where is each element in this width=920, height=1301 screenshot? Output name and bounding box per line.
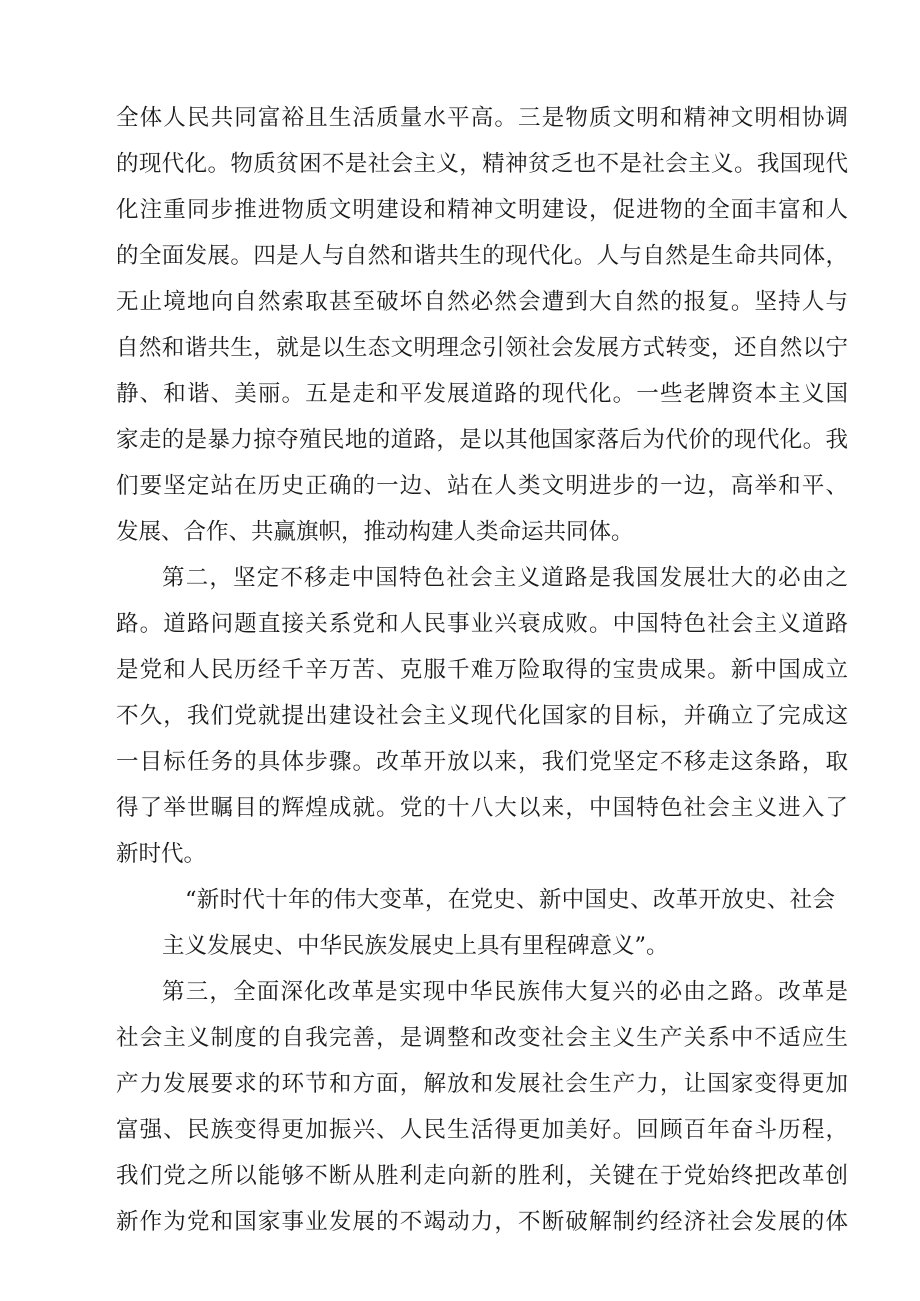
text-line: 静、和谐、美丽。五是走和平发展道路的现代化。一些老牌资本主义国 — [116, 381, 848, 407]
text-line: 的现代化。物质贫困不是社会主义，精神贫乏也不是社会主义。我国现代 — [116, 151, 848, 177]
text-line: 的全面发展。四是人与自然和谐共生的现代化。人与自然是生命共同体， — [116, 243, 848, 269]
text-line: 产力发展要求的环节和方面，解放和发展社会生产力，让国家变得更加 — [116, 1071, 848, 1097]
text-line: 无止境地向自然索取甚至破坏自然必然会遭到大自然的报复。坚持人与 — [116, 289, 848, 315]
text-line: 发展、合作、共赢旗帜，推动构建人类命运共同体。 — [116, 519, 634, 545]
text-line: 一目标任务的具体步骤。改革开放以来，我们党坚定不移走这条路，取 — [116, 749, 848, 775]
text-line: 家走的是暴力掠夺殖民地的道路，是以其他国家落后为代价的现代化。我 — [116, 427, 848, 453]
text-line: 不久，我们党就提出建设社会主义现代化国家的目标，并确立了完成这 — [116, 703, 848, 729]
text-line: 得了举世瞩目的辉煌成就。党的十八大以来，中国特色社会主义进入了 — [116, 795, 848, 821]
text-line: 社会主义制度的自我完善，是调整和改变社会主义生产关系中不适应生 — [116, 1025, 848, 1051]
text-line: 富强、民族变得更加振兴、人民生活得更加美好。回顾百年奋斗历程， — [116, 1117, 848, 1143]
text-line: 第二，坚定不移走中国特色社会主义道路是我国发展壮大的必由之 — [162, 565, 848, 591]
quote-line: 主义发展史、中华民族发展史上具有里程碑意义”。 — [162, 933, 669, 959]
text-line: 们要坚定站在历史正确的一边、站在人类文明进步的一边，高举和平、 — [116, 473, 848, 499]
text-line: 路。道路问题直接关系党和人民事业兴衰成败。中国特色社会主义道路 — [116, 611, 848, 637]
text-line: 新作为党和国家事业发展的不竭动力，不断破解制约经济社会发展的体 — [116, 1209, 848, 1235]
quote-line: “新时代十年的伟大变革，在党史、新中国史、改革开放史、社会 — [185, 887, 835, 913]
text-line: 我们党之所以能够不断从胜利走向新的胜利，关键在于党始终把改革创 — [116, 1163, 848, 1189]
text-line: 是党和人民历经千辛万苦、克服千难万险取得的宝贵成果。新中国成立 — [116, 657, 848, 683]
text-line: 第三，全面深化改革是实现中华民族伟大复兴的必由之路。改革是 — [162, 979, 848, 1005]
text-line: 新时代。 — [116, 841, 207, 867]
text-line: 全体人民共同富裕且生活质量水平高。三是物质文明和精神文明相协调 — [116, 105, 848, 131]
text-line: 自然和谐共生，就是以生态文明理念引领社会发展方式转变，还自然以宁 — [116, 335, 848, 361]
text-line: 化注重同步推进物质文明建设和精神文明建设，促进物的全面丰富和人 — [116, 197, 848, 223]
